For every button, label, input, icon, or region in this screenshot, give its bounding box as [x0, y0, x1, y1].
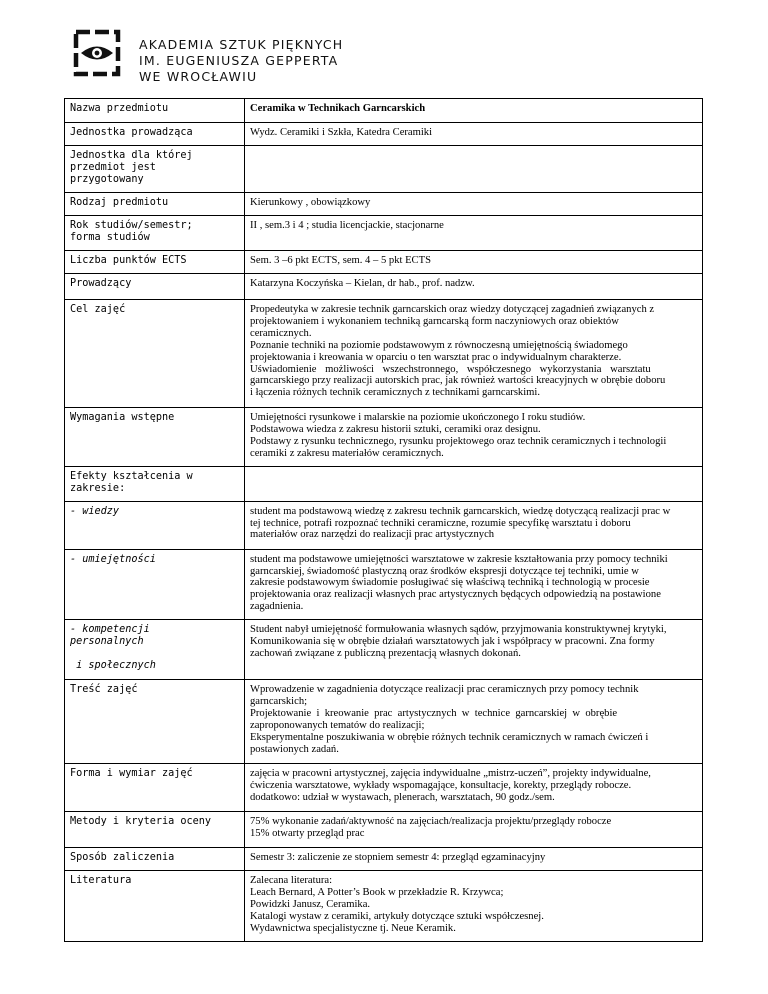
row-prowadzacy	[65, 274, 703, 300]
asp-wroclaw-logo-icon	[72, 28, 122, 78]
label-kompetencji: - kompetencji personalnych i społecznych	[65, 620, 245, 680]
row-wymagania	[65, 408, 703, 467]
row-umiejetnosci	[65, 549, 703, 620]
label-wymagania: Wymagania wstępne	[65, 408, 245, 467]
label-ects: Liczba punktów ECTS	[65, 251, 245, 274]
row-nazwa	[65, 99, 703, 123]
row-jednostka	[65, 123, 703, 146]
label-dla-ktorej: Jednostka dla której przedmiot jest przygotowany	[65, 146, 245, 193]
row-ects	[65, 251, 703, 274]
academy-name-line-2: IM. EUGENIUSZA GEPPERTA	[139, 53, 339, 68]
value-cel: Propedeutyka w zakresie technik garncarskich oraz wiedzy dotyczącej zagadnień związanych z projektowaniem i wykonaniem techniką garncarską form naczyniowych oraz obiektów ceramicznych. Poznanie techniki na poziomie podstawowym z równoczesną umiejętnością świadomego projektowania i kreowania w oparciu o ten warsztat prac o indywidualnym charakterze. Uświadomienie możliwości wszechstronnego, współczesnego wykorzystania warsztatu garncarskiego przy realizacji autorskich prac, jak również wartości kreacyjnych w obrębie doboru i łączenia różnych technik ceramicznych z technikami garncarskimi.	[245, 300, 703, 408]
label-jednostka: Jednostka prowadząca	[65, 123, 245, 146]
value-kompetencji: Student nabył umiejętność formułowania własnych sądów, przyjmowania konstruktywnej krytyki, Komunikowania się w obrębie działań warsztatowych jak i współpracy w pracowni. Zna formy zachowań związane z publiczną prezentacją własnych dokonań.	[245, 620, 703, 680]
syllabus-table	[64, 98, 703, 942]
label-nazwa: Nazwa przedmiotu	[65, 99, 245, 123]
row-wiedzy	[65, 501, 703, 549]
row-efekty	[65, 466, 703, 501]
row-rodzaj	[65, 193, 703, 216]
value-jednostka: Wydz. Ceramiki i Szkła, Katedra Ceramiki	[245, 123, 703, 146]
label-wiedzy: - wiedzy	[65, 501, 245, 549]
label-tresc: Treść zajęć	[65, 680, 245, 764]
label-literatura: Literatura	[65, 871, 245, 942]
row-literatura	[65, 871, 703, 942]
label-umiejetnosci: - umiejętności	[65, 549, 245, 620]
label-prowadzacy: Prowadzący	[65, 274, 245, 300]
label-efekty: Efekty kształcenia w zakresie:	[65, 466, 245, 501]
label-forma: Forma i wymiar zajęć	[65, 764, 245, 812]
value-literatura: Zalecana literatura: Leach Bernard, A Potter’s Book w przekładzie R. Krzywca; Powidzki Janusz, Ceramika. Katalogi wystaw z ceramiki, artykuły dotyczące sztuki współczesnej. Wydawnictwa specjalistyczne tj. Neue Keramik.	[245, 871, 703, 942]
value-metody: 75% wykonanie zadań/aktywność na zajęciach/realizacja projektu/przeglądy robocze 15% otwarty przegląd prac	[245, 812, 703, 848]
academy-name-line-1: AKADEMIA SZTUK PIĘKNYCH	[139, 37, 344, 52]
value-wiedzy: student ma podstawową wiedzę z zakresu technik garncarskich, wiedzę dotyczącą realizacji prac w tej technice, potrafi rozpoznać techniki ceramiczne, rozumie specyfikę warsztatu i doboru materiałów oraz narzędzi do realizacji prac artystycznych	[245, 501, 703, 549]
academy-name-line-3: WE WROCŁAWIU	[139, 69, 258, 84]
value-umiejetnosci: student ma podstawowe umiejętności warsztatowe w zakresie kształtowania przy pomocy techniki garncarskiej, świadomość plastyczną oraz środków ekspresji dotyczące tej techniki, umie w zakresie podstawowym świadomie posługiwać się właściwą techniką i technologią w procesie projektowania oraz realizacji własnych prac artystycznych będących odpowiedzią na postawione zagadnienia.	[245, 549, 703, 620]
value-rodzaj: Kierunkowy , obowiązkowy	[245, 193, 703, 216]
value-sposob: Semestr 3: zaliczenie ze stopniem semestr 4: przegląd egzaminacyjny	[245, 848, 703, 871]
label-cel: Cel zajęć	[65, 300, 245, 408]
row-forma	[65, 764, 703, 812]
value-rok: II , sem.3 i 4 ; studia licencjackie, stacjonarne	[245, 216, 703, 251]
label-rok: Rok studiów/semestr; forma studiów	[65, 216, 245, 251]
row-sposob	[65, 848, 703, 871]
academy-name	[139, 37, 343, 85]
value-dla-ktorej	[245, 146, 703, 193]
label-rodzaj: Rodzaj predmiotu	[65, 193, 245, 216]
value-ects: Sem. 3 –6 pkt ECTS, sem. 4 – 5 pkt ECTS	[245, 251, 703, 274]
value-prowadzacy: Katarzyna Koczyńska – Kielan, dr hab., prof. nadzw.	[245, 274, 703, 300]
row-tresc	[65, 680, 703, 764]
row-metody	[65, 812, 703, 848]
row-dla-ktorej	[65, 146, 703, 193]
value-tresc: Wprowadzenie w zagadnienia dotyczące realizacji prac ceramicznych przy pomocy technik garncarskich; Projektowanie i kreowanie prac artystycznych w technice garncarskiej w obrębie zaproponowanych tematów do realizacji; Eksperymentalne poszukiwania w obrębie różnych technik ceramicznych w ramach ćwiczeń i postawionych zadań.	[245, 680, 703, 764]
label-metody: Metody i kryteria oceny	[65, 812, 245, 848]
value-nazwa: Ceramika w Technikach Garncarskich	[245, 99, 703, 123]
row-rok	[65, 216, 703, 251]
row-cel	[65, 300, 703, 408]
value-efekty	[245, 466, 703, 501]
value-wymagania: Umiejętności rysunkowe i malarskie na poziomie ukończonego I roku studiów. Podstawowa wiedza z zakresu historii sztuki, ceramiki oraz designu. Podstawy z rysunku technicznego, rysunku projektowego oraz technik ceramicznych i technologii ceramiki z zakresu materiałów ceramicznych.	[245, 408, 703, 467]
value-forma: zajęcia w pracowni artystycznej, zajęcia indywidualne „mistrz-uczeń”, projekty indywidualne, ćwiczenia warsztatowe, wykłady wspomagające, konsultacje, korekty, przeglądy robocze. dodatkowo: udział w wystawach, plenerach, warsztatach, 90 godz./sem.	[245, 764, 703, 812]
label-sposob: Sposób zaliczenia	[65, 848, 245, 871]
row-kompetencji	[65, 620, 703, 680]
